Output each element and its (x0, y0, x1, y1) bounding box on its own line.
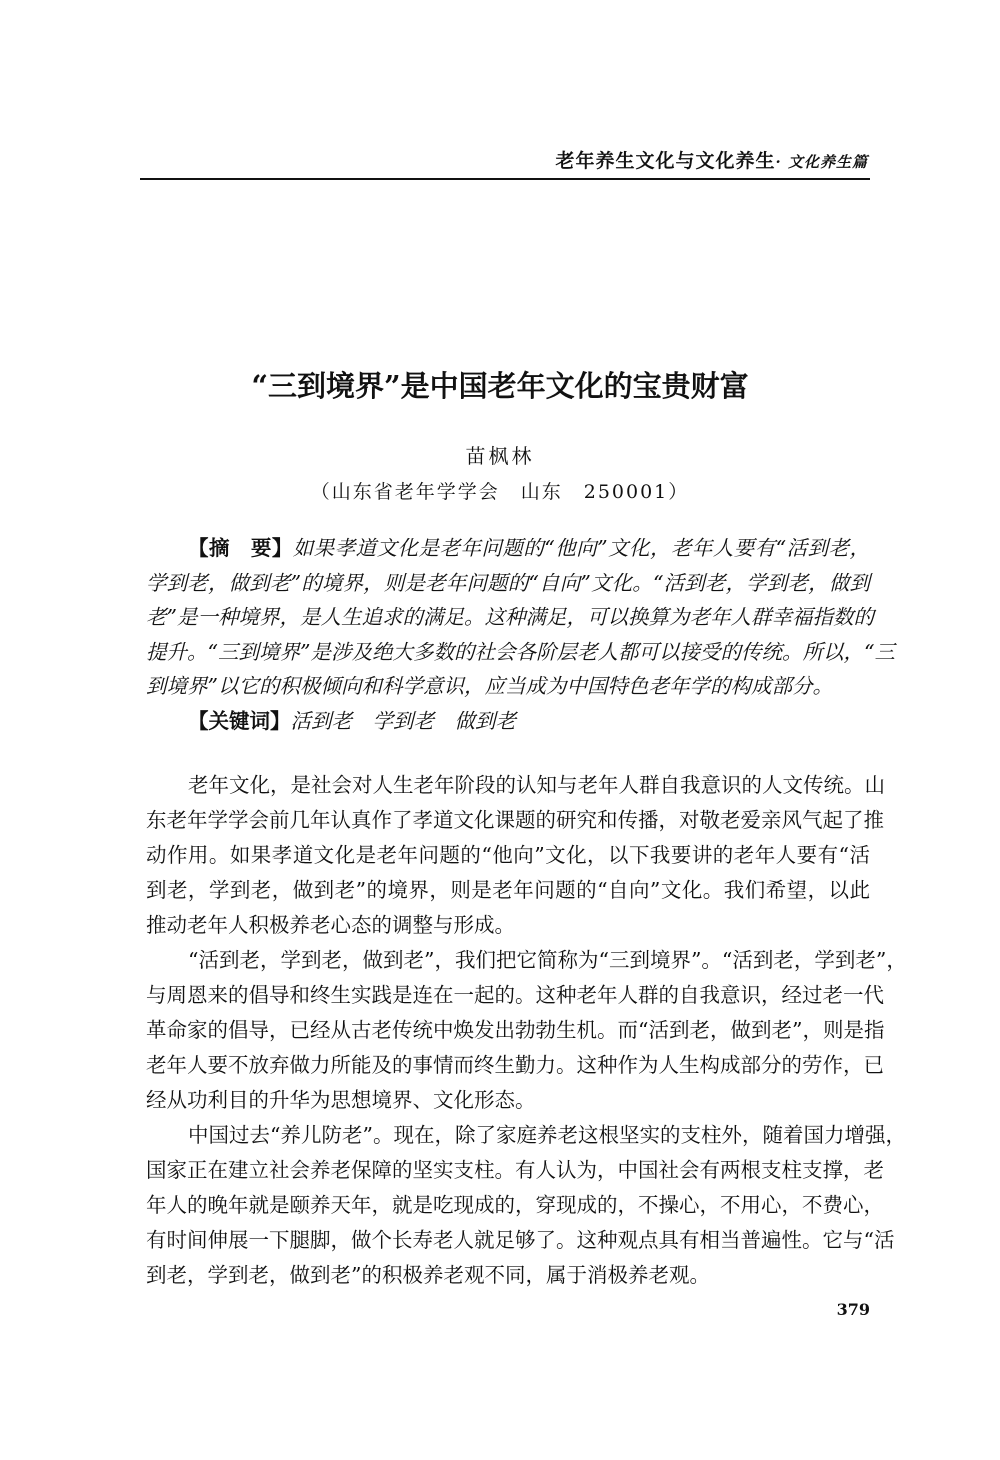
abstract-line: 老”是一种境界，是人生追求的满足。这种满足，可以换算为老年人群幸福指数的 (146, 605, 874, 629)
abstract-line: 提升。“三到境界”是涉及绝大多数的社会各阶层老人都可以接受的传统。所以，“三 (146, 639, 895, 664)
body-line: 与周恩来的倡导和终生实践是连在一起的。这种老年人群的自我意识，经过老一代 (146, 983, 884, 1007)
keywords-text: 活到老 学到老 做到老 (290, 708, 516, 733)
body-line: 中国过去“养儿防老”。现在，除了家庭养老这根坚实的支柱外，随着国力增强， (188, 1123, 906, 1147)
running-title: 老年养生文化与文化养生 (555, 150, 776, 172)
body-line: 东老年学学会前几年认真作了孝道文化课题的研究和传播，对敬老爱亲风气起了推 (146, 808, 884, 832)
author: 苗枫林 (465, 444, 535, 468)
header-rule (140, 178, 870, 180)
abstract (146, 531, 895, 738)
body-line: 有时间伸展一下腿脚，做个长寿老人就足够了。这种观点具有相当普遍性。它与“活 (146, 1228, 895, 1252)
body-line: “活到老，学到老，做到老”，我们把它简称为“三到境界”。“活到老，学到老”， (188, 948, 907, 972)
body-line: 革命家的倡导，已经从古老传统中焕发出勃勃生机。而“活到老，做到老”，则是指 (146, 1018, 885, 1042)
body-line: 到老，学到老，做到老”的积极养老观不同，属于消极养老观。 (146, 1263, 710, 1287)
body-line: 老年文化，是社会对人生老年阶段的认知与老年人群自我意识的人文传统。山 (188, 773, 885, 797)
page-number: 379 (836, 1300, 870, 1319)
running-header (556, 146, 868, 173)
affiliation: （山东省老年学学会 山东 250001） (310, 481, 690, 503)
body-line: 经从功利目的升华为思想境界、文化形态。 (146, 1088, 536, 1112)
abstract-line: 学到老，做到老”的境界，则是老年问题的“自向”文化。“活到老，学到老，做到 (146, 570, 870, 595)
body-text (146, 768, 907, 1293)
body-line: 到老，学到老，做到老”的境界，则是老年问题的“自向”文化。我们希望，以此 (146, 878, 870, 902)
abstract-text: 如果孝道文化是老年问题的“他向”文化，老年人要有“活到老， (292, 536, 870, 560)
abstract-label: 【摘 要】 (188, 536, 293, 560)
body-line: 国家正在建立社会养老保障的坚实支柱。有人认为，中国社会有两根支柱支撑，老 (146, 1158, 884, 1182)
keywords (146, 704, 870, 739)
section-name: · 文化养生篇 (775, 153, 868, 171)
abstract-line (146, 531, 870, 566)
body-line: 年人的晚年就是颐养天年，就是吃现成的，穿现成的，不操心，不用心，不费心， (146, 1193, 884, 1217)
abstract-line: 到境界”以它的积极倾向和科学意识，应当成为中国特色老年学的构成部分。 (146, 674, 833, 698)
body-line: 推动老年人积极养老心态的调整与形成。 (146, 913, 515, 937)
article-title: “三到境界”是中国老年文化的宝贵财富 (251, 369, 749, 403)
body-line: 动作用。如果孝道文化是老年问题的“他向”文化，以下我要讲的老年人要有“活 (146, 843, 870, 867)
body-line: 老年人要不放弃做力所能及的事情而终生勤力。这种作为人生构成部分的劳作，已 (146, 1053, 884, 1077)
keywords-label: 【关键词】 (188, 708, 291, 733)
